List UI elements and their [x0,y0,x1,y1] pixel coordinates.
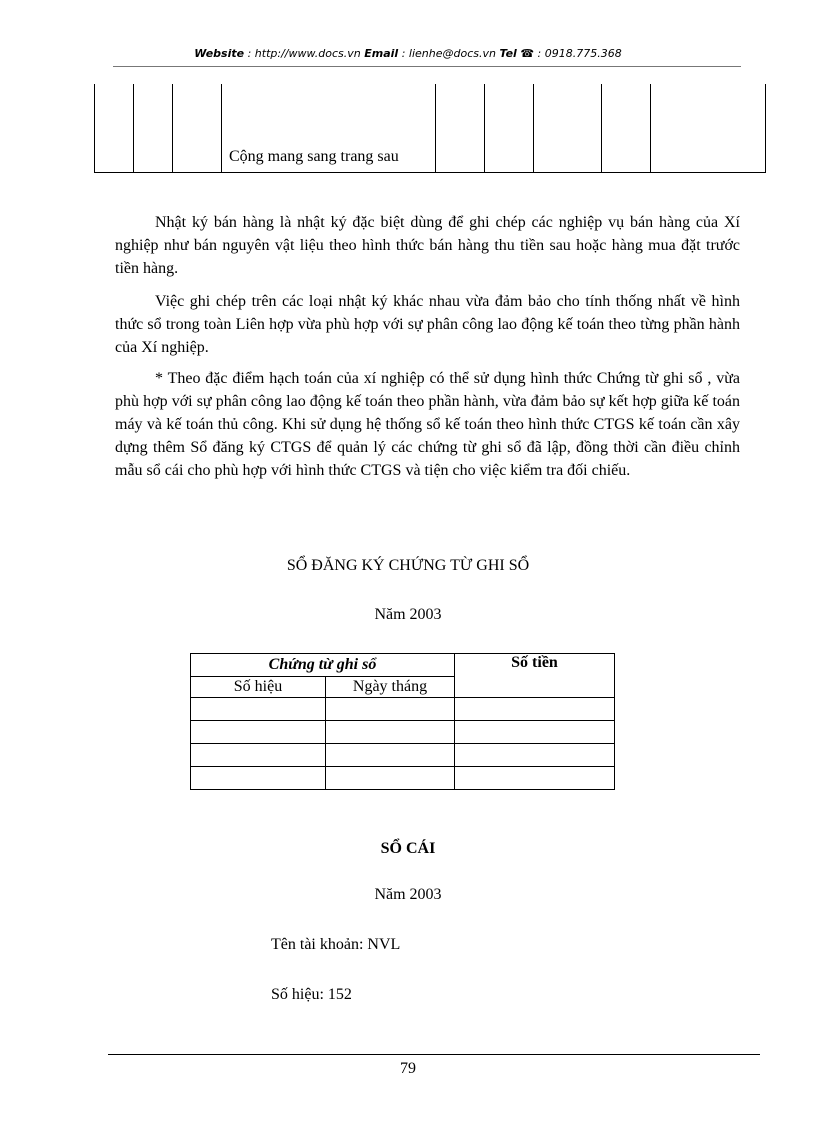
table-cell [95,84,134,173]
journal-table-continuation [94,84,766,173]
website-url: : http://www.docs.vn [244,47,365,60]
footer-rule [108,1054,760,1055]
table-cell [455,744,615,767]
page-number: 79 [400,1060,416,1077]
col-so-hieu: Số hiệu [191,677,326,698]
email-address: : lienhe@docs.vn [398,47,500,60]
table-cell [191,767,326,790]
table-row [191,698,615,721]
table-cell [651,84,766,173]
header-rule [113,66,741,67]
register-table [190,653,615,790]
table-cell [602,84,651,173]
table-cell [326,767,455,790]
account-number: Số hiệu: 152 [271,986,352,1003]
tel-label: Tel [499,47,517,60]
website-label: Website [194,47,245,60]
account-name: Tên tài khoản: NVL [271,936,401,953]
table-cell [455,767,615,790]
email-label: Email [364,47,399,60]
phone-icon: ☎ [520,47,535,60]
carry-forward-cell: Cộng mang sang trang sau [222,84,436,173]
table-cell [173,84,222,173]
ledger-title: SỔ CÁI [380,840,436,857]
table-cell [191,721,326,744]
phone-number: : 0918.775.368 [534,47,622,60]
table-row [191,767,615,790]
table-cell [191,698,326,721]
col-ngay-thang: Ngày tháng [326,677,455,698]
table-cell [326,698,455,721]
paragraph-ctgs: * Theo đặc điểm hạch toán của xí nghiệp có thể sử dụng hình thức Chứng từ ghi sổ , vừa phù hợp với sự phân công lao động kế toán theo phần hành, vừa đảm bảo sự kết hợp giữa kế toán máy và kế toán thủ công. Khi sử dụng hệ thống sổ kế toán theo hình thức CTGS kế toán cần xây dựng thêm Sổ đăng ký CTGS để quản lý các chứng từ ghi sổ đã lập, đồng thời cần điều chỉnh mẫu sổ cái cho phù hợp với hình thức CTGS và tiện cho việc kiểm tra đối chiếu. [115,370,740,479]
ledger-year: Năm 2003 [374,886,442,903]
table-cell [326,721,455,744]
table-cell [134,84,173,173]
table-cell [191,744,326,767]
table-cell [485,84,534,173]
page-header [0,47,816,60]
table-header-row [191,654,615,677]
table-row [191,744,615,767]
register-title: SỔ ĐĂNG KÝ CHỨNG TỪ GHI SỔ [286,557,530,574]
table-cell [534,84,602,173]
col-so-tien: Số tiền [455,654,615,698]
table-cell [455,721,615,744]
table-cell [455,698,615,721]
register-year: Năm 2003 [374,606,442,623]
table-cell [326,744,455,767]
table-row [191,721,615,744]
group-header: Chứng từ ghi sổ [191,654,455,677]
paragraph-sales-journal: Nhật ký bán hàng là nhật ký đặc biệt dùng để ghi chép các nghiệp vụ bán hàng của Xí nghiệp như bán nguyên vật liệu theo hình thức bán hàng thu tiền sau hoặc hàng mua đặt trước tiền hàng. [115,214,740,277]
table-row [95,84,766,173]
paragraph-recording: Việc ghi chép trên các loại nhật ký khác nhau vừa đảm bảo cho tính thống nhất về hình thức sổ trong toàn Liên hợp vừa phù hợp với sự phân công lao động kế toán theo từng phần hành của Xí nghiệp. [115,293,740,356]
table-cell [436,84,485,173]
